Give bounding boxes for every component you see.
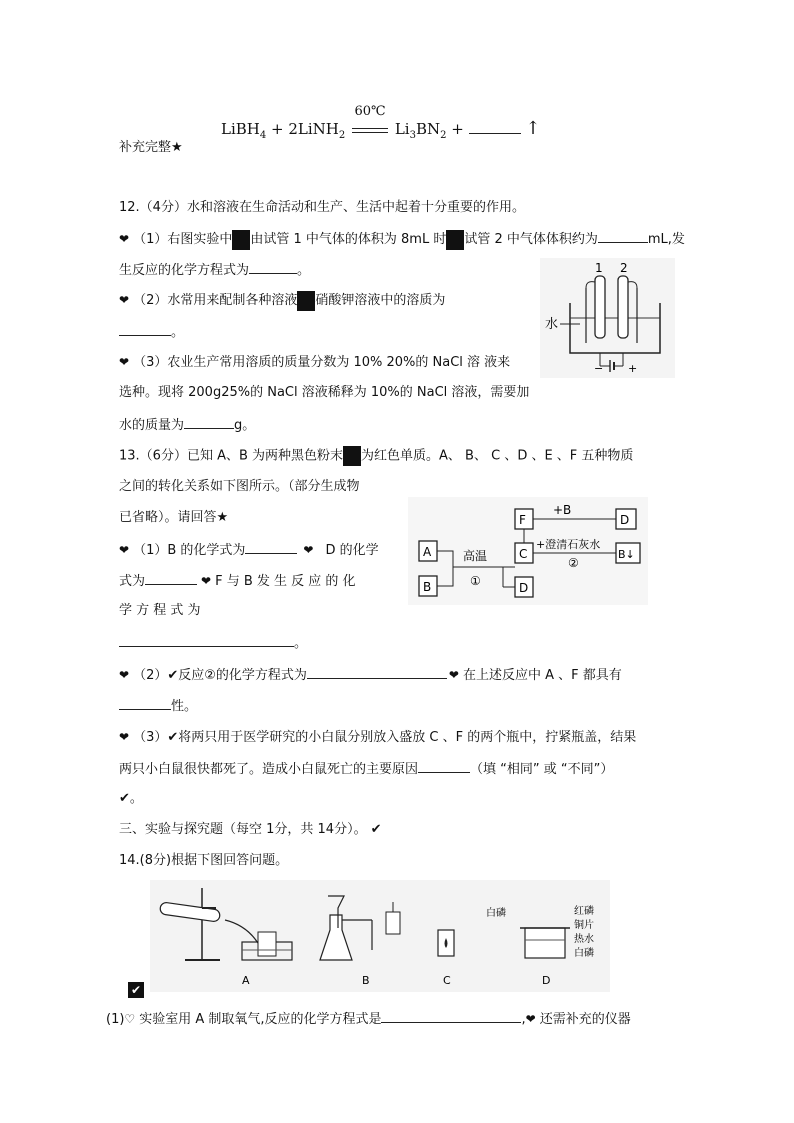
q14-part1 (106, 1008, 631, 1030)
q12-part1-cont (119, 259, 310, 281)
electrolysis-figure (540, 258, 675, 378)
q12-part3 (119, 352, 510, 373)
q13-part1-cont (119, 570, 356, 592)
q12-p1-b: 由试管 1 中气体的体积为 8mL 时 (250, 232, 447, 247)
label-B: B (362, 974, 370, 987)
q12-p2-b: 硝酸钾溶液中的溶质为 (315, 293, 446, 308)
d-label-1: 白磷 (486, 908, 506, 919)
q13-p1-d: F 与 B 发 生 反 应 的 化 (215, 574, 356, 589)
answer-blank[interactable] (307, 664, 447, 679)
tube-label-2: 2 (620, 261, 628, 275)
check-icon: ✔ (167, 730, 179, 745)
q13-p2-b: 反应②的化学方程式为 (178, 668, 307, 683)
eq-sub: 4 (259, 130, 267, 141)
q14-p1-d: 还需补充的仪器 (539, 1012, 631, 1027)
q13-title (119, 446, 633, 467)
answer-blank[interactable] (145, 570, 197, 585)
eq-sub: 2 (338, 130, 346, 141)
water-label: 水 (545, 317, 559, 332)
eq-arrow: ↑ (525, 118, 541, 139)
redaction-block (343, 446, 361, 466)
heart-icon: ❤ (303, 543, 314, 557)
q12-p1-f: 。 (297, 263, 311, 278)
eq-condition (350, 104, 390, 138)
q13-part2 (119, 664, 622, 686)
q12-part3-cont: 选种。现将 200g25%的 NaCl 溶液稀释为 10%的 NaCl 溶液，需要加 (119, 385, 530, 400)
checkbox-icon: ✔ (128, 982, 144, 998)
check-icon: ✔ (370, 822, 382, 837)
q12-part2 (119, 290, 445, 311)
heart-icon: ❤ (119, 668, 130, 682)
q14-p1-b: 实验室用 A 制取氧气,反应的化学方程式是 (139, 1012, 382, 1027)
eq-rhs2: BN (415, 120, 441, 138)
label-lime: +澄清石灰水 (536, 538, 601, 551)
redaction-block (446, 230, 464, 250)
equation (221, 104, 541, 141)
d-label-3: 铜片 (574, 920, 594, 931)
heart-icon: ❤ (119, 730, 130, 744)
heart-icon: ❤ (119, 543, 130, 557)
label-B: B (423, 580, 432, 594)
answer-blank[interactable] (381, 1008, 521, 1023)
heart-icon: ❤ (119, 355, 130, 369)
label-C: C (443, 974, 451, 987)
label-circ2: ② (568, 556, 579, 570)
heart-icon: ❤ (448, 668, 459, 682)
heart-icon: ❤ (119, 293, 130, 307)
answer-blank[interactable] (184, 414, 234, 429)
answer-blank[interactable] (249, 259, 297, 274)
eq-lhs: LiBH (221, 120, 260, 138)
q13-title-b: 为红色单质。A、 B、 C 、D 、E 、F 五种物质 (361, 448, 634, 464)
q13-p3-e: 。 (129, 791, 143, 806)
check-icon: ✔ (119, 791, 130, 806)
q12-p3-d: g。 (234, 418, 256, 433)
heart-icon: ❤ (201, 574, 212, 588)
q12-part3-cont2 (119, 414, 255, 436)
d-label-5: 白磷 (574, 948, 594, 959)
q13-title-a: 13.（6分）已知 A、B 为两种黑色粉末 (119, 448, 344, 464)
answer-blank[interactable] (418, 758, 470, 773)
eq-equals (352, 128, 388, 133)
q12-p3-a: （3）农业生产常用溶质的质量分数为 10% 20%的 NaCl 溶 液来 (133, 355, 511, 370)
q12-part1 (119, 228, 685, 250)
eq-plus2: + (451, 120, 464, 138)
q13-part2-cont (119, 695, 197, 717)
answer-blank[interactable] (119, 321, 171, 336)
q14-p1-a: (1) (106, 1012, 125, 1027)
heart-icon: ❤ (119, 232, 130, 246)
eq-condition-text: 60℃ (354, 104, 386, 119)
redaction-block (232, 230, 250, 250)
q13-title-cont2: 已省略）。请回答★ (119, 510, 229, 525)
answer-blank[interactable] (245, 539, 297, 554)
q13-p3-a: （3） (133, 730, 168, 745)
label-A: A (242, 974, 250, 987)
q13-p1-f: 。 (294, 636, 308, 651)
q13-part3-cont (119, 758, 613, 780)
q13-p3-c: 两只小白鼠很快都死了。造成小白鼠死亡的主要原因 (119, 762, 419, 777)
q13-p3-b: 将两只用于医学研究的小白鼠分别放入盛放 C 、F 的两个瓶中，拧紧瓶盖，结果 (178, 730, 637, 745)
q12-p2-c: 。 (171, 325, 185, 340)
q13-p1-b: D 的化学 (325, 543, 379, 558)
plus-sign: + (628, 362, 638, 375)
minus-sign: − (594, 362, 604, 375)
heart-icon: ❤ (525, 1012, 536, 1026)
eq-sub: 2 (440, 130, 447, 141)
q12-title: 12.（4分）水和溶液在生命活动和生产、生活中起着十分重要的作用。 (119, 200, 525, 215)
eq-rhs: Li (394, 120, 410, 138)
apparatus-figure (150, 880, 610, 992)
label-Edown: B↓ (618, 548, 635, 561)
label-A: A (423, 545, 432, 559)
section3-text: 三、实验与探究题（每空 1分，共 14分）。 (119, 822, 367, 837)
q13-p1-a: （1）B 的化学式为 (133, 543, 246, 558)
q14-p1-c: , (521, 1012, 526, 1027)
q12-p1-e: 生反应的化学方程式为 (119, 263, 250, 278)
eq-plus: + 2LiNH (271, 120, 339, 138)
label-circ1: ① (470, 574, 481, 588)
q13-p3-d: （填 “相同” 或 “不同”） (470, 762, 614, 777)
q12-p3-c: 水的质量为 (119, 418, 185, 433)
eq-blank[interactable] (469, 119, 521, 134)
q13-p2-c: 在上述反应中 A 、F 都具有 (462, 668, 622, 683)
q12-p2-a: （2）水常用来配制各种溶液 (133, 293, 298, 308)
answer-blank[interactable] (119, 632, 294, 647)
answer-blank[interactable] (119, 695, 171, 710)
label-plusB: +B (553, 503, 572, 517)
q13-part1 (119, 539, 379, 561)
answer-blank[interactable] (598, 228, 648, 243)
label-F: F (519, 513, 526, 527)
eq-sub: 3 (409, 130, 416, 141)
q13-p2-a: （2） (133, 668, 168, 683)
q13-p2-d: 性。 (171, 699, 198, 714)
label-D2: D (620, 513, 630, 527)
q13-part1-cont2: 学 方 程 式 为 (119, 603, 201, 618)
q13-part3 (119, 727, 636, 748)
d-label-4: 热水 (574, 934, 594, 945)
supplement-note: 补充完整★ (119, 140, 183, 155)
q13-title-cont: 之间的转化关系如下图所示。（部分生成物 (119, 479, 360, 494)
label-D: D (542, 974, 551, 987)
q13-part1-cont3 (119, 632, 307, 654)
section3-title (119, 820, 381, 840)
tube-label-1: 1 (595, 261, 603, 275)
q13-p1-c: 式为 (119, 574, 146, 589)
q13-part3-cont2 (119, 789, 143, 809)
q12-part2-cont (119, 321, 184, 343)
reaction-flow-diagram (408, 497, 648, 605)
q12-p1-c: 试管 2 中气体体积约为 (464, 232, 598, 247)
check-icon: ✔ (167, 668, 179, 683)
label-D: D (519, 581, 529, 595)
q12-p1-d: mL,发 (647, 232, 685, 247)
q12-p1-a: （1）右图实验中 (133, 232, 233, 247)
redaction-block (297, 291, 315, 311)
q14-title: 14.(8分)根据下图回答问题。 (119, 853, 289, 868)
d-label-2: 红磷 (574, 906, 594, 917)
heart-outline-icon: ♡ (124, 1012, 136, 1026)
label-C: C (519, 547, 528, 561)
label-gaowen: 高温 (463, 549, 488, 563)
